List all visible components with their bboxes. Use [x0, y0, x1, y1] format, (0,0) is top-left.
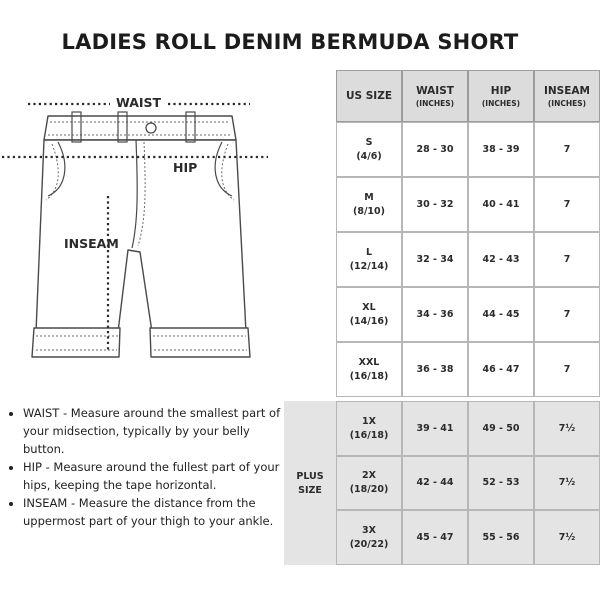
measurement-notes [10, 404, 285, 530]
hip-cell: 55 - 56 [468, 510, 534, 565]
inseam-cell: 7 [534, 232, 600, 287]
inseam-cell: 7 [534, 287, 600, 342]
shorts-illustration [0, 90, 330, 390]
header-label: US SIZE [346, 90, 392, 102]
hip-cell: 46 - 47 [468, 342, 534, 397]
shorts-diagram [0, 90, 330, 390]
size-equivalent: (16/18) [349, 429, 389, 441]
hip-cell: 40 - 41 [468, 177, 534, 232]
size-label: 1X [362, 415, 376, 427]
hip-cell: 38 - 39 [468, 122, 534, 177]
size-cell [336, 287, 402, 342]
size-equivalent: (18/20) [349, 484, 389, 495]
size-equivalent: (12/14) [349, 260, 389, 272]
inseam-cell: 7½ [534, 456, 600, 510]
hip-cell: 42 - 43 [468, 232, 534, 287]
inseam-cell: 7½ [534, 510, 600, 565]
size-label: XXL [358, 356, 380, 368]
plus-label-line: SIZE [298, 485, 322, 496]
waist-cell: 30 - 32 [402, 177, 468, 232]
plus-size-label [284, 470, 336, 498]
header-us-size [336, 70, 402, 122]
size-label: L [365, 246, 373, 258]
size-cell [336, 232, 402, 287]
hip-cell: 49 - 50 [468, 401, 534, 456]
waist-cell: 32 - 34 [402, 232, 468, 287]
hip-label: HIP [173, 160, 198, 175]
header-inseam [534, 70, 600, 122]
waist-cell: 45 - 47 [402, 510, 468, 565]
waist-cell: 36 - 38 [402, 342, 468, 397]
waist-cell: 34 - 36 [402, 287, 468, 342]
inseam-cell: 7 [534, 342, 600, 397]
size-cell [336, 510, 402, 565]
header-label: WAIST [416, 84, 454, 97]
size-cell [336, 177, 402, 232]
size-cell [336, 122, 402, 177]
size-cell [336, 342, 402, 397]
inseam-cell: 7½ [534, 401, 600, 456]
page-title: LADIES ROLL DENIM BERMUDA SHORT [61, 30, 519, 54]
size-label: 2X [362, 470, 376, 481]
hip-cell: 44 - 45 [468, 287, 534, 342]
header-unit: (INCHES) [415, 98, 455, 108]
size-equivalent: (16/18) [349, 370, 389, 382]
waist-label: WAIST [116, 95, 162, 110]
size-equivalent: (8/10) [353, 205, 385, 217]
header-unit: (INCHES) [481, 98, 521, 108]
inseam-cell: 7 [534, 122, 600, 177]
header-label: HIP [490, 84, 512, 97]
size-cell [336, 456, 402, 510]
size-cell [336, 401, 402, 456]
size-equivalent: (20/22) [349, 538, 389, 550]
note-inseam: • INSEAM - Measure the distance from the uppermost part of your thigh to your ankle. [23, 494, 285, 530]
hip-cell: 52 - 53 [468, 456, 534, 510]
header-waist [402, 70, 468, 122]
note-hip: • HIP - Measure around the fullest part of your hips, keeping the tape horizontal. [23, 458, 285, 494]
header-hip [468, 70, 534, 122]
size-equivalent: (14/16) [349, 315, 389, 327]
note-waist: • WAIST - Measure around the smallest part of your midsection, typically by your belly button. [23, 404, 285, 458]
header-label: INSEAM [543, 84, 590, 97]
button-icon [146, 123, 156, 133]
inseam-label: INSEAM [64, 236, 119, 251]
size-label: M [364, 191, 374, 203]
inseam-cell: 7 [534, 177, 600, 232]
size-equivalent: (4/6) [356, 150, 382, 162]
plus-label-line: PLUS [296, 471, 324, 482]
size-label: S [365, 136, 373, 148]
waist-cell: 42 - 44 [402, 456, 468, 510]
size-label: 3X [362, 524, 376, 536]
size-label: XL [362, 301, 376, 313]
waist-cell: 28 - 30 [402, 122, 468, 177]
waist-cell: 39 - 41 [402, 401, 468, 456]
header-unit: (INCHES) [547, 98, 587, 108]
